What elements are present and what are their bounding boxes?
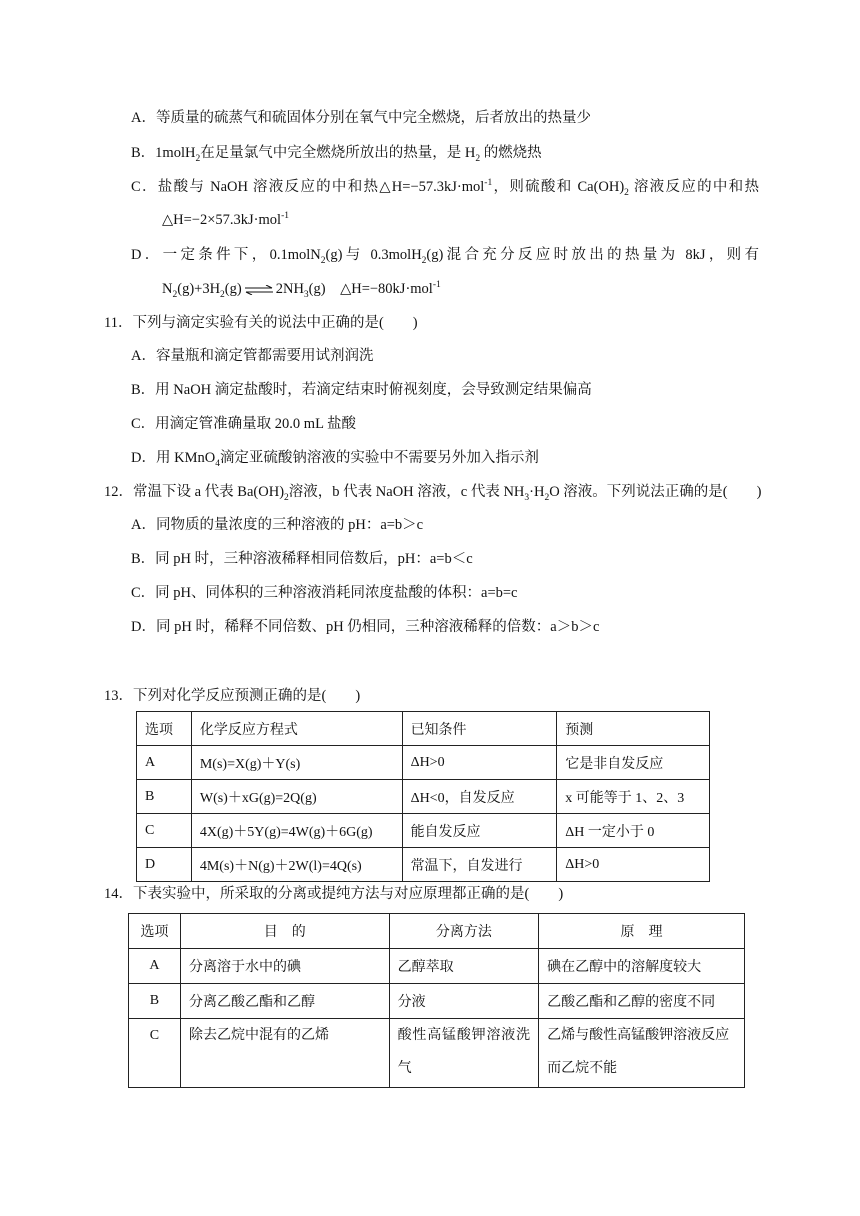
text: 12．常温下设 a 代表 Ba(OH) xyxy=(104,484,285,500)
table-row xyxy=(137,848,710,882)
q10-option-d-line2 xyxy=(162,279,441,299)
table-header-cell: 分离方法 xyxy=(389,914,539,949)
table-row xyxy=(137,780,710,814)
table-header-cell: 选项 xyxy=(137,712,192,746)
text: (g) xyxy=(224,281,242,297)
text: △H=−2×57.3kJ·mol xyxy=(162,212,282,228)
table-header-cell: 原 理 xyxy=(539,914,745,949)
text: 的燃烧热 xyxy=(480,145,542,161)
subscript: 2 xyxy=(624,187,629,198)
q12-option-b xyxy=(131,549,473,569)
table-cell: 乙醇萃取 xyxy=(389,949,539,984)
subscript: 3 xyxy=(303,289,309,300)
subscript: 2 xyxy=(320,255,326,266)
text: B．用 NaOH 滴定盐酸时，若滴定结束时俯视刻度，会导致测定结果偏高 xyxy=(131,382,592,398)
text: (g) △H=−80kJ·mol xyxy=(308,281,433,297)
table-cell: 它是非自发反应 xyxy=(557,746,710,780)
text: N xyxy=(162,281,173,297)
text: A．同物质的量浓度的三种溶液的 pH：a=b＞c xyxy=(131,517,424,533)
table-row xyxy=(129,949,745,984)
table-cell: 乙酸乙酯和乙醇的密度不同 xyxy=(539,984,745,1019)
text: O 溶液。下列说法正确的是( ) xyxy=(549,484,762,500)
superscript: -1 xyxy=(281,211,289,222)
q11-option-d xyxy=(131,448,539,468)
table-cell: D xyxy=(137,848,192,882)
table-cell: ΔH<0，自发反应 xyxy=(402,780,557,814)
table-cell: A xyxy=(137,746,192,780)
text: A．容量瓶和滴定管都需要用试剂润洗 xyxy=(131,348,374,364)
table-cell: 除去乙烷中混有的乙烯 xyxy=(180,1019,389,1088)
text: 溶液反应的中和热 xyxy=(628,179,759,195)
text: D．用 KMnO xyxy=(131,450,216,466)
table-cell: C xyxy=(137,814,192,848)
q10-option-b xyxy=(131,143,542,163)
q11-stem xyxy=(104,313,418,333)
subscript: 2 xyxy=(421,255,427,266)
q14-stem xyxy=(104,884,563,904)
text: C．盐酸与 NaOH 溶液反应的中和热△H=−57.3kJ·mol xyxy=(131,179,485,195)
text: 13．下列对化学反应预测正确的是( ) xyxy=(104,688,361,704)
table-cell: B xyxy=(137,780,192,814)
text: (g)混合充分反应时放出的热量为 8kJ，则有 xyxy=(426,247,759,263)
text: 14．下表实验中，所采取的分离或提纯方法与对应原理都正确的是( ) xyxy=(104,886,564,902)
superscript: -1 xyxy=(432,280,441,291)
subscript: 2 xyxy=(220,289,225,300)
q12-option-c xyxy=(131,583,518,603)
q14-table xyxy=(128,913,745,1088)
table-cell: 碘在乙醇中的溶解度较大 xyxy=(539,949,745,984)
table-header-cell: 预测 xyxy=(557,712,710,746)
q10-option-a xyxy=(131,108,591,128)
table-header-cell: 目 的 xyxy=(180,914,389,949)
q12-stem xyxy=(104,482,761,502)
table-cell: C xyxy=(129,1019,181,1088)
table-header-cell: 选项 xyxy=(129,914,181,949)
q10-option-d-line1 xyxy=(131,245,759,265)
text: B．1molH xyxy=(131,145,196,161)
table-row xyxy=(129,984,745,1019)
table-header-cell: 已知条件 xyxy=(402,712,557,746)
table-cell: 4M(s)＋N(g)＋2W(l)=4Q(s) xyxy=(191,848,402,882)
text: (g)+3H xyxy=(177,281,221,297)
text: D．一定条件下，0.1molN xyxy=(131,247,321,263)
subscript: 2 xyxy=(284,492,289,503)
subscript: 2 xyxy=(172,289,178,300)
text: 11．下列与滴定实验有关的说法中正确的是( ) xyxy=(104,315,418,331)
text: 在足量氯气中完全燃烧所放出的热量，是 H xyxy=(200,145,476,161)
table-cell: A xyxy=(129,949,181,984)
q13-stem xyxy=(104,686,360,706)
q11-option-c xyxy=(131,414,356,434)
text: C．用滴定管准确量取 20.0 mL 盐酸 xyxy=(131,416,357,432)
table-cell: W(s)＋xG(g)=2Q(g) xyxy=(191,780,402,814)
table-cell: ΔH>0 xyxy=(557,848,710,882)
subscript: 2 xyxy=(544,492,550,503)
q10-option-c-line2 xyxy=(162,210,289,230)
table-cell: ΔH>0 xyxy=(402,746,557,780)
text: D．同 pH 时，稀释不同倍数、pH 仍相同，三种溶液稀释的倍数：a＞b＞c xyxy=(131,619,600,635)
table-cell: 酸性高锰酸钾溶液洗气 xyxy=(389,1019,539,1088)
table-header-row xyxy=(129,914,745,949)
subscript: 4 xyxy=(215,458,220,469)
table-cell: ΔH 一定小于 0 xyxy=(557,814,710,848)
table-cell: 分离乙酸乙酯和乙醇 xyxy=(180,984,389,1019)
table-header-cell: 化学反应方程式 xyxy=(191,712,402,746)
q10-option-c-line1 xyxy=(131,177,759,197)
text: 2NH xyxy=(275,281,304,297)
q12-option-d xyxy=(131,617,599,637)
text: B．同 pH 时，三种溶液稀释相同倍数后，pH：a=b＜c xyxy=(131,551,473,567)
table-row xyxy=(137,746,710,780)
text: 滴定亚硫酸钠溶液的实验中不需要另外加入指示剂 xyxy=(219,450,539,466)
table-cell: 常温下，自发进行 xyxy=(402,848,557,882)
table-cell: 乙烯与酸性高锰酸钾溶液反应而乙烷不能 xyxy=(539,1019,745,1088)
text: ·H xyxy=(529,484,545,500)
q12-option-a xyxy=(131,515,423,535)
q10-option-a-text: A．等质量的硫蒸气和硫固体分别在氧气中完全燃烧，后者放出的热量少 xyxy=(131,110,591,126)
q11-option-a xyxy=(131,346,373,366)
text: ，则硫酸和 Ca(OH) xyxy=(492,179,625,195)
equilibrium-arrow-icon xyxy=(244,285,274,295)
table-cell: x 可能等于 1、2、3 xyxy=(557,780,710,814)
superscript: -1 xyxy=(484,178,493,189)
table-cell: 能自发反应 xyxy=(402,814,557,848)
text: (g)与 0.3molH xyxy=(325,247,422,263)
text: 溶液，b 代表 NaOH 溶液，c 代表 NH xyxy=(288,484,525,500)
table-row xyxy=(129,1019,745,1088)
table-cell: 分液 xyxy=(389,984,539,1019)
table-header-row xyxy=(137,712,710,746)
table-cell: B xyxy=(129,984,181,1019)
q13-table xyxy=(136,711,710,882)
table-row xyxy=(137,814,710,848)
subscript: 3 xyxy=(524,492,530,503)
table-cell: 分离溶于水中的碘 xyxy=(180,949,389,984)
table-cell: M(s)=X(g)＋Y(s) xyxy=(191,746,402,780)
text: C．同 pH、同体积的三种溶液消耗同浓度盐酸的体积：a=b=c xyxy=(131,585,518,601)
table-cell: 4X(g)＋5Y(g)=4W(g)＋6G(g) xyxy=(191,814,402,848)
q11-option-b xyxy=(131,380,592,400)
subscript: 2 xyxy=(475,153,481,164)
subscript: 2 xyxy=(195,153,201,164)
